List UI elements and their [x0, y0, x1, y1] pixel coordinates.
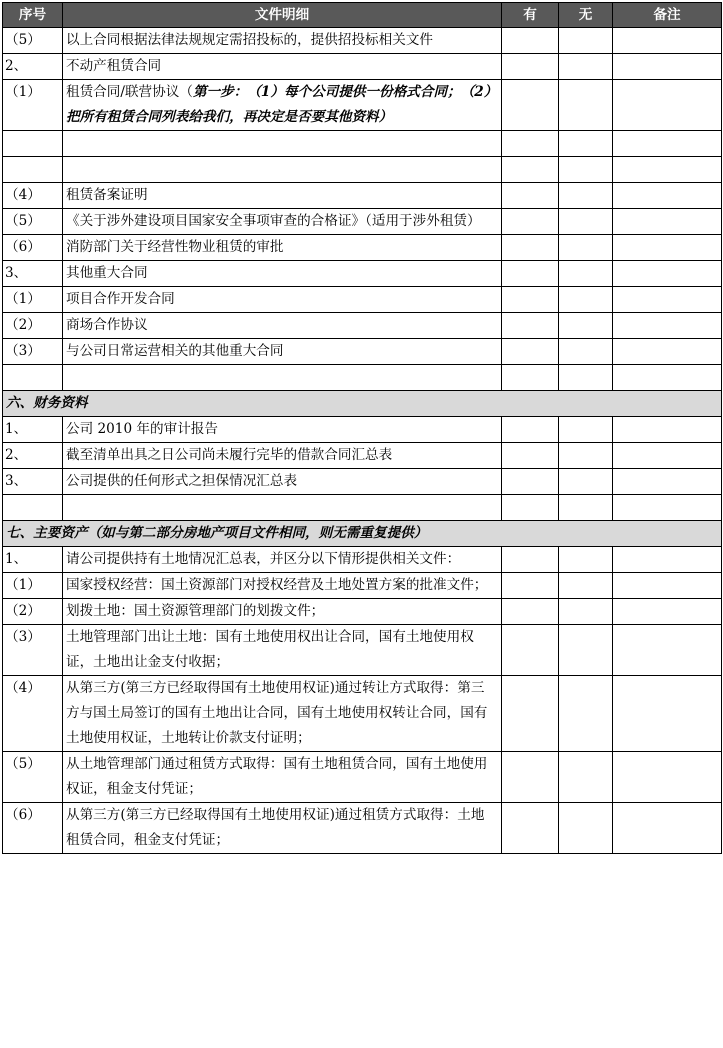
- row-description: 《关于涉外建设项目国家安全事项审查的合格证》（适用于涉外租赁）: [63, 209, 502, 235]
- row-number: [3, 131, 63, 157]
- document-checklist-table: [2, 2, 722, 854]
- section-header-row: [3, 391, 722, 417]
- row-number: （2）: [3, 599, 63, 625]
- not-have-cell: [559, 573, 613, 599]
- table-row: [3, 625, 722, 676]
- row-number: 3、: [3, 261, 63, 287]
- remark-cell: [613, 443, 722, 469]
- remark-cell: [613, 676, 722, 752]
- remark-cell: [613, 625, 722, 676]
- table-row: [3, 417, 722, 443]
- remark-cell: [613, 339, 722, 365]
- table-row: [3, 599, 722, 625]
- table-row: [3, 339, 722, 365]
- row-number: （3）: [3, 339, 63, 365]
- not-have-cell: [559, 339, 613, 365]
- table-row: [3, 443, 722, 469]
- row-description: 截至清单出具之日公司尚未履行完毕的借款合同汇总表: [63, 443, 502, 469]
- row-description: 土地管理部门出让土地：国有土地使用权出让合同，国有土地使用权证，土地出让金支付收据；: [63, 625, 502, 676]
- have-cell: [502, 209, 559, 235]
- not-have-cell: [559, 157, 613, 183]
- have-cell: [502, 625, 559, 676]
- row-number: 1、: [3, 417, 63, 443]
- have-cell: [502, 157, 559, 183]
- row-number: （5）: [3, 209, 63, 235]
- table-row: [3, 547, 722, 573]
- table-row: [3, 313, 722, 339]
- have-cell: [502, 417, 559, 443]
- header-not-have: 无: [559, 3, 613, 28]
- table-row: [3, 131, 722, 157]
- not-have-cell: [559, 80, 613, 131]
- header-have: 有: [502, 3, 559, 28]
- not-have-cell: [559, 183, 613, 209]
- not-have-cell: [559, 261, 613, 287]
- row-number: 1、: [3, 547, 63, 573]
- row-description: 公司 2010 年的审计报告: [63, 417, 502, 443]
- row-description: 不动产租赁合同: [63, 54, 502, 80]
- row-description: 商场合作协议: [63, 313, 502, 339]
- have-cell: [502, 287, 559, 313]
- row-number: （6）: [3, 235, 63, 261]
- have-cell: [502, 599, 559, 625]
- remark-cell: [613, 28, 722, 54]
- row-number: [3, 495, 63, 521]
- row-description: 划拨土地：国土资源管理部门的划拨文件；: [63, 599, 502, 625]
- remark-cell: [613, 417, 722, 443]
- table-row: [3, 752, 722, 803]
- remark-cell: [613, 131, 722, 157]
- row-description-emphasis: 第一步：（1）每个公司提供一份格式合同；（2）把所有租赁合同列表给我们，再决定是否要其他资料）: [66, 84, 491, 125]
- table-row: [3, 573, 722, 599]
- table-row: [3, 209, 722, 235]
- header-serial-no: 序号: [3, 3, 63, 28]
- row-number: （4）: [3, 183, 63, 209]
- row-number: 2、: [3, 54, 63, 80]
- table-row: [3, 469, 722, 495]
- remark-cell: [613, 803, 722, 854]
- not-have-cell: [559, 676, 613, 752]
- remark-cell: [613, 573, 722, 599]
- row-description: [63, 157, 502, 183]
- section-title-finance: 六、财务资料: [3, 391, 722, 417]
- row-number: （3）: [3, 625, 63, 676]
- not-have-cell: [559, 54, 613, 80]
- remark-cell: [613, 235, 722, 261]
- have-cell: [502, 803, 559, 854]
- remark-cell: [613, 599, 722, 625]
- row-number: （2）: [3, 313, 63, 339]
- have-cell: [502, 547, 559, 573]
- remark-cell: [613, 157, 722, 183]
- not-have-cell: [559, 547, 613, 573]
- section-title-assets: 七、主要资产（如与第二部分房地产项目文件相同，则无需重复提供）: [3, 521, 722, 547]
- have-cell: [502, 339, 559, 365]
- row-description: 其他重大合同: [63, 261, 502, 287]
- row-description: 与公司日常运营相关的其他重大合同: [63, 339, 502, 365]
- not-have-cell: [559, 287, 613, 313]
- remark-cell: [613, 313, 722, 339]
- not-have-cell: [559, 417, 613, 443]
- not-have-cell: [559, 495, 613, 521]
- row-description: [63, 131, 502, 157]
- have-cell: [502, 495, 559, 521]
- row-description: 从第三方(第三方已经取得国有土地使用权证)通过转让方式取得：第三方与国土局签订的国有土地出让合同，国有土地使用权转让合同，国有土地使用权证，土地转让价款支付证明；: [63, 676, 502, 752]
- table-row: [3, 287, 722, 313]
- remark-cell: [613, 287, 722, 313]
- row-number: 2、: [3, 443, 63, 469]
- table-row: [3, 80, 722, 131]
- row-description: [63, 495, 502, 521]
- have-cell: [502, 235, 559, 261]
- not-have-cell: [559, 209, 613, 235]
- not-have-cell: [559, 599, 613, 625]
- row-description: [63, 365, 502, 391]
- row-description: 项目合作开发合同: [63, 287, 502, 313]
- not-have-cell: [559, 313, 613, 339]
- not-have-cell: [559, 752, 613, 803]
- remark-cell: [613, 752, 722, 803]
- remark-cell: [613, 209, 722, 235]
- have-cell: [502, 131, 559, 157]
- remark-cell: [613, 261, 722, 287]
- not-have-cell: [559, 365, 613, 391]
- row-number: （5）: [3, 752, 63, 803]
- row-description: 以上合同根据法律法规规定需招投标的，提供招投标相关文件: [63, 28, 502, 54]
- row-number: [3, 157, 63, 183]
- have-cell: [502, 261, 559, 287]
- row-number: （1）: [3, 80, 63, 131]
- have-cell: [502, 573, 559, 599]
- row-description: 租赁备案证明: [63, 183, 502, 209]
- row-description: 消防部门关于经营性物业租赁的审批: [63, 235, 502, 261]
- remark-cell: [613, 54, 722, 80]
- table-row: [3, 676, 722, 752]
- have-cell: [502, 183, 559, 209]
- have-cell: [502, 443, 559, 469]
- have-cell: [502, 80, 559, 131]
- table-row: [3, 157, 722, 183]
- not-have-cell: [559, 469, 613, 495]
- header-remark: 备注: [613, 3, 722, 28]
- remark-cell: [613, 365, 722, 391]
- row-number: [3, 365, 63, 391]
- table-row: [3, 54, 722, 80]
- have-cell: [502, 313, 559, 339]
- section-header-row: [3, 521, 722, 547]
- have-cell: [502, 28, 559, 54]
- have-cell: [502, 676, 559, 752]
- row-number: （4）: [3, 676, 63, 752]
- row-description: 从土地管理部门通过租赁方式取得：国有土地租赁合同，国有土地使用权证，租金支付凭证；: [63, 752, 502, 803]
- row-number: （5）: [3, 28, 63, 54]
- remark-cell: [613, 495, 722, 521]
- have-cell: [502, 54, 559, 80]
- have-cell: [502, 752, 559, 803]
- row-number: （1）: [3, 573, 63, 599]
- row-description: [63, 80, 502, 131]
- have-cell: [502, 365, 559, 391]
- not-have-cell: [559, 131, 613, 157]
- remark-cell: [613, 80, 722, 131]
- header-file-detail: 文件明细: [63, 3, 502, 28]
- remark-cell: [613, 547, 722, 573]
- table-row: [3, 365, 722, 391]
- row-description: 国家授权经营：国土资源部门对授权经营及土地处置方案的批准文件；: [63, 573, 502, 599]
- not-have-cell: [559, 625, 613, 676]
- row-description: 从第三方(第三方已经取得国有土地使用权证)通过租赁方式取得：土地租赁合同，租金支付凭证；: [63, 803, 502, 854]
- row-description-text: 租赁合同/联营协议（: [66, 84, 193, 100]
- table-row: [3, 495, 722, 521]
- row-description: 请公司提供持有土地情况汇总表，并区分以下情形提供相关文件：: [63, 547, 502, 573]
- table-header-row: [3, 3, 722, 28]
- table-row: [3, 261, 722, 287]
- row-number: （6）: [3, 803, 63, 854]
- not-have-cell: [559, 803, 613, 854]
- row-number: 3、: [3, 469, 63, 495]
- table-row: [3, 235, 722, 261]
- not-have-cell: [559, 235, 613, 261]
- row-number: （1）: [3, 287, 63, 313]
- table-row: [3, 803, 722, 854]
- remark-cell: [613, 469, 722, 495]
- table-row: [3, 28, 722, 54]
- have-cell: [502, 469, 559, 495]
- remark-cell: [613, 183, 722, 209]
- row-description: 公司提供的任何形式之担保情况汇总表: [63, 469, 502, 495]
- not-have-cell: [559, 443, 613, 469]
- table-row: [3, 183, 722, 209]
- not-have-cell: [559, 28, 613, 54]
